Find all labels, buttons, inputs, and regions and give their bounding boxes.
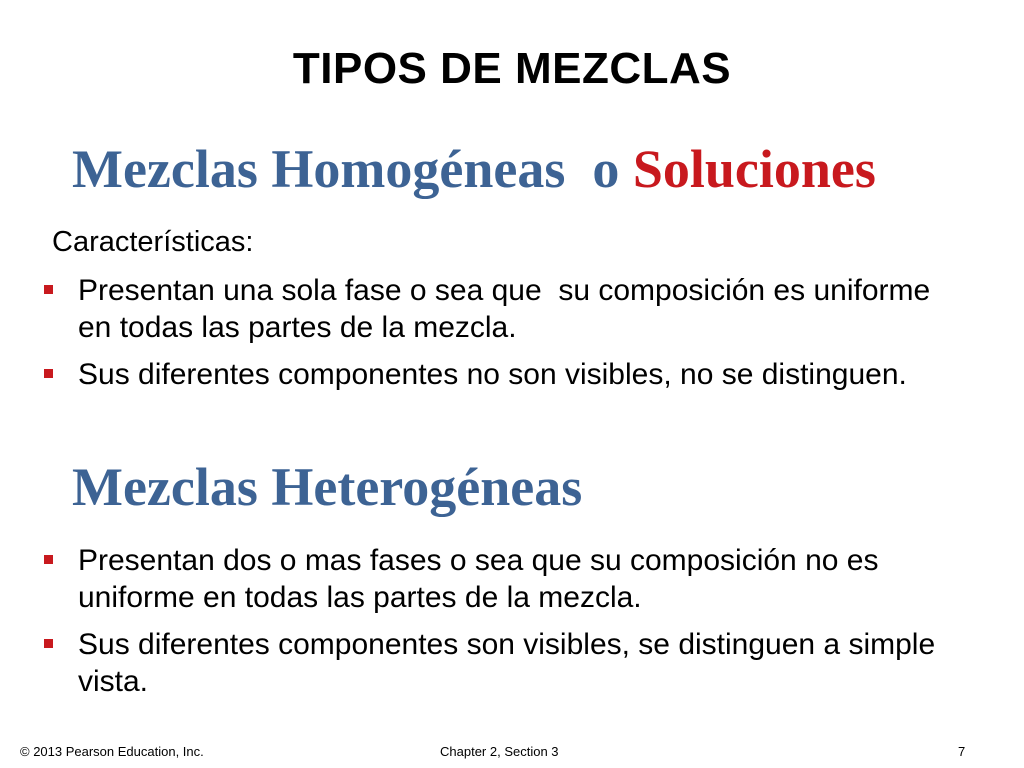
square-bullet-icon bbox=[44, 369, 53, 378]
bullet-text: Sus diferentes componentes no son visibles, no se distinguen. bbox=[78, 358, 907, 391]
list-item bbox=[40, 356, 970, 393]
heading-homogeneous-text: Mezclas Homogéneas o bbox=[72, 139, 633, 199]
footer-copyright: © 2013 Pearson Education, Inc. bbox=[20, 744, 204, 759]
homogeneous-bullet-list bbox=[40, 272, 970, 403]
characteristics-label: Características: bbox=[52, 226, 254, 258]
bullet-text: Presentan dos o mas fases o sea que su composición no es uniforme en todas las partes de la mezcla. bbox=[78, 544, 879, 614]
list-item bbox=[40, 272, 970, 346]
bullet-text: Sus diferentes componentes son visibles, se distinguen a simple vista. bbox=[78, 628, 936, 698]
square-bullet-icon bbox=[44, 285, 53, 294]
heading-heterogeneous-mixtures: Mezclas Heterogéneas bbox=[72, 457, 583, 517]
square-bullet-icon bbox=[44, 555, 53, 564]
bullet-text: Presentan una sola fase o sea que su composición es uniforme en todas las partes de la mezcla. bbox=[78, 274, 939, 344]
heterogeneous-bullet-list bbox=[40, 542, 970, 710]
list-item bbox=[40, 626, 970, 700]
square-bullet-icon bbox=[44, 639, 53, 648]
slide-title: TIPOS DE MEZCLAS bbox=[292, 44, 732, 93]
list-item bbox=[40, 542, 970, 616]
heading-homogeneous-mixtures bbox=[72, 138, 876, 200]
footer-page-number: 7 bbox=[958, 744, 966, 759]
heading-solutions-text: Soluciones bbox=[632, 139, 876, 199]
footer-chapter: Chapter 2, Section 3 bbox=[440, 744, 559, 759]
